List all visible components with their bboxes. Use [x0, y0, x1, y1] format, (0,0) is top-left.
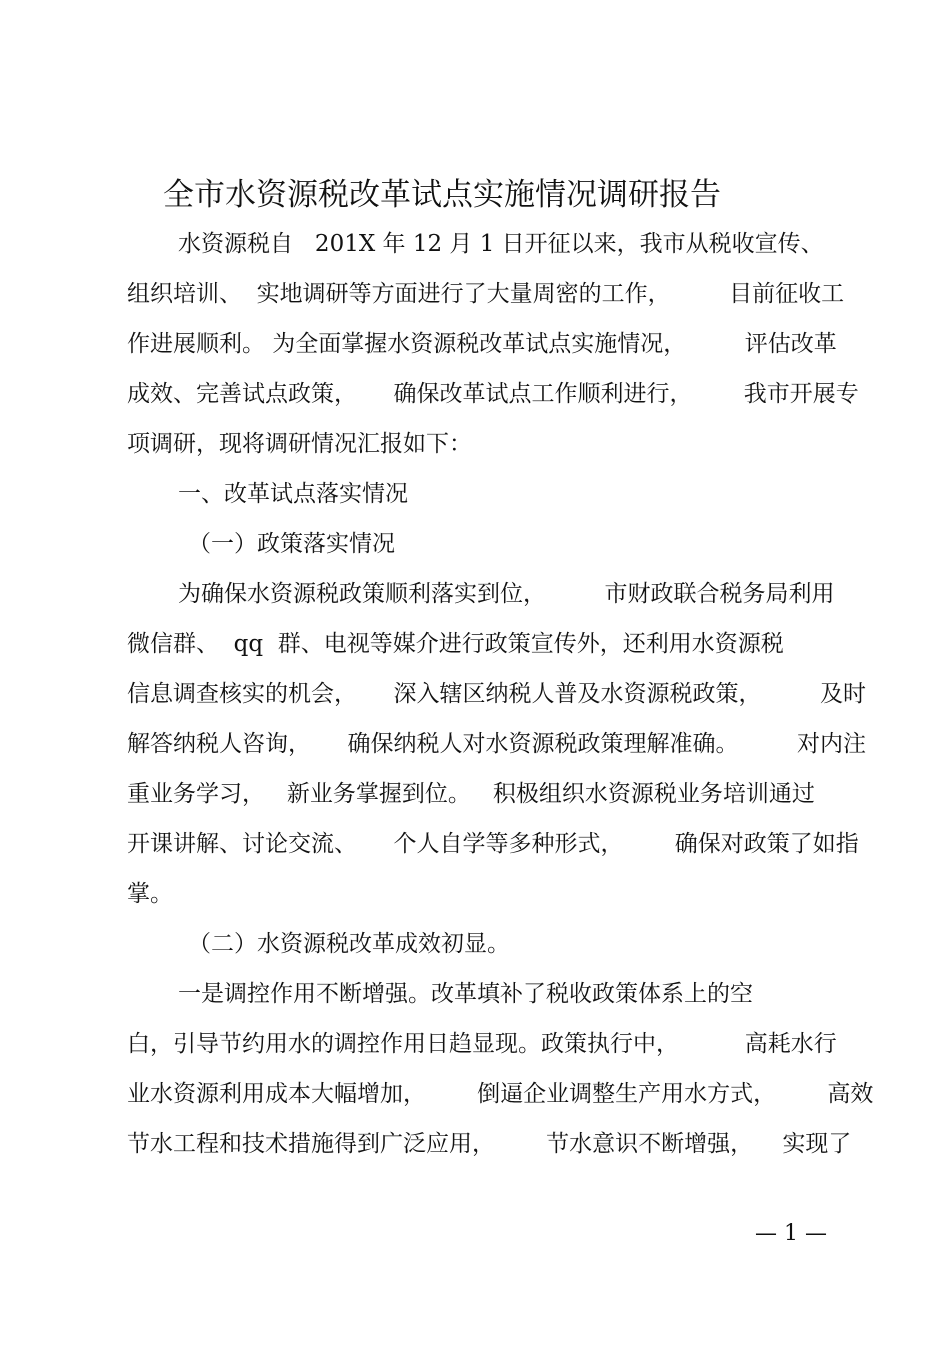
page-number: — 1 — — [755, 1221, 827, 1246]
body-line-13: 一是调控作用不断增强。改革填补了税收政策体系上的空 — [178, 981, 753, 1007]
document-title: 全市水资源税改革试点实施情况调研报告 — [163, 177, 721, 213]
subsection-heading-2: （二）水资源税改革成效初显。 — [188, 931, 510, 957]
body-line-3: 作进展顺利。 为全面掌握水资源税改革试点实施情况， 评估改革 — [127, 331, 837, 357]
body-line-7: 微信群、 qq 群、电视等媒介进行政策宣传外，还利用水资源税 — [127, 631, 784, 657]
body-line-9: 解答纳税人咨询， 确保纳税人对水资源税政策理解准确。 对内注 — [127, 731, 867, 757]
body-line-16: 节水工程和技术措施得到广泛应用， 节水意识不断增强， 实现了 — [127, 1131, 852, 1157]
body-line-6: 为确保水资源税政策顺利落实到位， 市财政联合税务局利用 — [178, 581, 835, 607]
body-line-12: 掌。 — [127, 881, 173, 907]
body-line-11: 开课讲解、讨论交流、 个人自学等多种形式， 确保对政策了如指 — [127, 831, 859, 857]
body-line-15: 业水资源利用成本大幅增加， 倒逼企业调整生产用水方式， 高效 — [127, 1081, 874, 1107]
body-line-5: 项调研，现将调研情况汇报如下： — [127, 431, 472, 457]
body-line-14: 白，引导节约用水的调控作用日趋显现。政策执行中， 高耗水行 — [127, 1031, 837, 1057]
body-line-2: 组织培训、 实地调研等方面进行了大量周密的工作， 目前征收工 — [127, 281, 845, 307]
body-line-8: 信息调查核实的机会， 深入辖区纳税人普及水资源税政策， 及时 — [127, 681, 867, 707]
subsection-heading-1: （一）政策落实情况 — [188, 531, 395, 557]
body-line-10: 重业务学习， 新业务掌握到位。 积极组织水资源税业务培训通过 — [127, 781, 815, 807]
body-line-4: 成效、完善试点政策， 确保改革试点工作顺利进行， 我市开展专 — [127, 381, 859, 407]
section-heading-1: 一、改革试点落实情况 — [178, 481, 408, 507]
body-line-1: 水资源税自 201X 年 12 月 1 日开征以来，我市从税收宣传、 — [178, 231, 824, 257]
